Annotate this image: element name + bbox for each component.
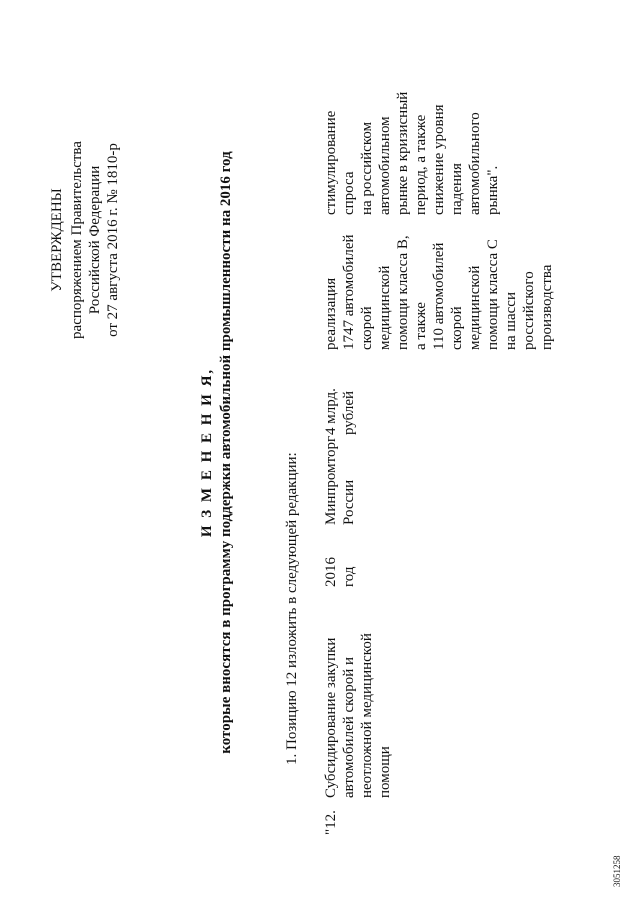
approval-line: от 27 августа 2016 г. № 1810-р (105, 143, 121, 337)
cell-line: скорой (359, 306, 375, 350)
cell-line: рынке в кризисный (395, 91, 411, 215)
cell-line: реализация (323, 277, 339, 350)
cell-line: России (341, 479, 357, 525)
row-result-cell (322, 234, 556, 350)
cell-line: на шасси (503, 292, 519, 350)
cell-line: 110 автомобилей (431, 242, 447, 350)
document-code: 3051258 (612, 855, 622, 887)
cell-line: помощи класса В, (395, 235, 411, 350)
cell-line: рынка". (485, 165, 501, 215)
cell-line: Минпромторг (323, 435, 339, 525)
row-executor-cell (322, 436, 358, 525)
cell-line: 4 млрд. (323, 388, 339, 435)
approval-line: распоряжением Правительства (69, 141, 85, 339)
row-year-cell (322, 557, 358, 587)
title-subheading: которые вносятся в программу поддержки автомобильной промышленности на 2016 год (218, 151, 234, 754)
cell-line: автомобилей скорой и (341, 657, 357, 798)
cell-line: автомобильного (467, 112, 483, 215)
cell-line: год (341, 566, 357, 587)
cell-line: российского (521, 271, 537, 350)
approval-stamp (48, 90, 122, 390)
cell-line: период, а также (413, 114, 429, 215)
cell-line: падения (449, 163, 465, 215)
cell-line: на российском (359, 121, 375, 215)
title-heading: И З М Е Н Е Н И Я, (199, 367, 215, 538)
cell-line: медицинской (377, 265, 393, 350)
document-title (198, 0, 236, 905)
cell-line: помощи (377, 746, 393, 798)
row-goal-cell (322, 92, 502, 215)
cell-line: а также (413, 302, 429, 350)
row-number: "12. (323, 810, 339, 835)
cell-line: скорой (449, 306, 465, 350)
cell-line: 2016 (323, 557, 339, 587)
approval-head: УТВЕРЖДЕНЫ (49, 188, 65, 292)
cell-line: производства (539, 264, 555, 350)
cell-line: рублей (341, 390, 357, 435)
cell-line: спроса (341, 171, 357, 215)
cell-line: Субсидирование закупки (323, 637, 339, 798)
row-amount-cell (322, 388, 358, 435)
cell-line: стимулирование (323, 110, 339, 215)
cell-line: помощи класса С (485, 239, 501, 350)
cell-line: 1747 автомобилей (341, 234, 357, 350)
approval-line: Российской Федерации (87, 165, 103, 315)
cell-line: медицинской (467, 265, 483, 350)
cell-line: неотложной медицинской (359, 633, 375, 798)
cell-line: снижение уровня (431, 104, 447, 215)
instruction-text: 1. Позицию 12 изложить в следующей редакции: (284, 452, 300, 765)
row-name-cell (322, 633, 394, 798)
cell-line: автомобильном (377, 116, 393, 215)
